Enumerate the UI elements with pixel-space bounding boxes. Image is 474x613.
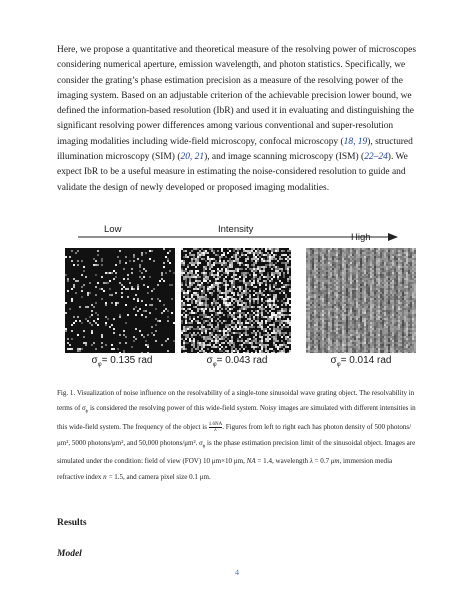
sigma-label-low: $\sigma_\varphi= 0.135$ rad bbox=[91, 355, 153, 368]
intensity-label-high: High bbox=[351, 232, 371, 243]
citation-link-22-24[interactable]: 22–24 bbox=[364, 152, 388, 163]
citation-link-18-19[interactable]: 18, 19 bbox=[343, 136, 368, 147]
intensity-scale bbox=[78, 222, 398, 246]
paragraph-text-4: ). We expect IbR to be a useful measure in estimating the noise-considered resolution to guide and validate the design of newly developed or proposed imaging modalities. bbox=[57, 152, 408, 193]
noise-image-medium bbox=[181, 248, 291, 353]
paragraph-text-2: ), structured illumination microscopy (SIM) ( bbox=[57, 136, 413, 163]
intensity-label-title: Intensity bbox=[218, 224, 254, 235]
noise-image-low bbox=[65, 248, 175, 353]
frequency-fraction: $\frac{1.6NA}{\lambda}$ bbox=[208, 422, 223, 434]
figure-panels bbox=[57, 248, 417, 353]
sigma-label-medium: $\sigma_\varphi= 0.043$ rad bbox=[206, 355, 268, 368]
citation-link-20-21[interactable]: 20, 21 bbox=[180, 152, 205, 163]
page-number: 4 bbox=[235, 568, 239, 577]
section-heading-results: Results bbox=[57, 518, 87, 528]
body-paragraph bbox=[57, 43, 425, 196]
intensity-label-low: Low bbox=[104, 224, 122, 235]
sigma-label-high: $\sigma_\varphi= 0.014$ rad bbox=[330, 355, 392, 368]
paragraph-text-1: Here, we propose a quantitative and theoretical measure of the resolving power of microscopes considering numerical aperture, emission wavelength, and photon statistics. Specifically, we consider the grating’s phase estimation precision as a measure of the resolving power of the imaging system. Based on an adjustable criterion of the achievable precision lower bound, we defined the information-based resolution (IbR) and used it in evaluating and distinguishing the significant resolving power differences among various conventional and super-resolution imaging modalities including wide-field microscopy, confocal microscopy ( bbox=[57, 45, 417, 147]
sigma-labels bbox=[57, 355, 417, 371]
paragraph-text-3: ), and image scanning microscopy (ISM) ( bbox=[204, 152, 365, 163]
figure-caption: Fig. 1. Visualization of noise influence on the resolvability of a single-tone sinusoidal wave grating object. The resolvability in terms of $\sigma_\phi$ is considered the resolving power of this wide-field system. Noisy images are simulated with different intensities in this wide-field system. The frequency of the object is $\frac{1.6NA}{\lambda}$ . Figures from left to right each has photon density of 500 photons/μm², 5000 photons/μm², and 50,000 photons/μm². $\sigma_\phi$ is the phase estimation precision limit of the sinusoidal object. Images are simulated under the condition: field of view (FOV) 10 μm×10 μm, NA = 1.4, wavelength λ = 0.7 μm, immersion media refractive index n = 1.5, and camera pixel size 0.1 μm. bbox=[57, 389, 416, 481]
noise-image-high bbox=[306, 248, 416, 353]
subsection-heading-model: Model bbox=[57, 549, 82, 559]
